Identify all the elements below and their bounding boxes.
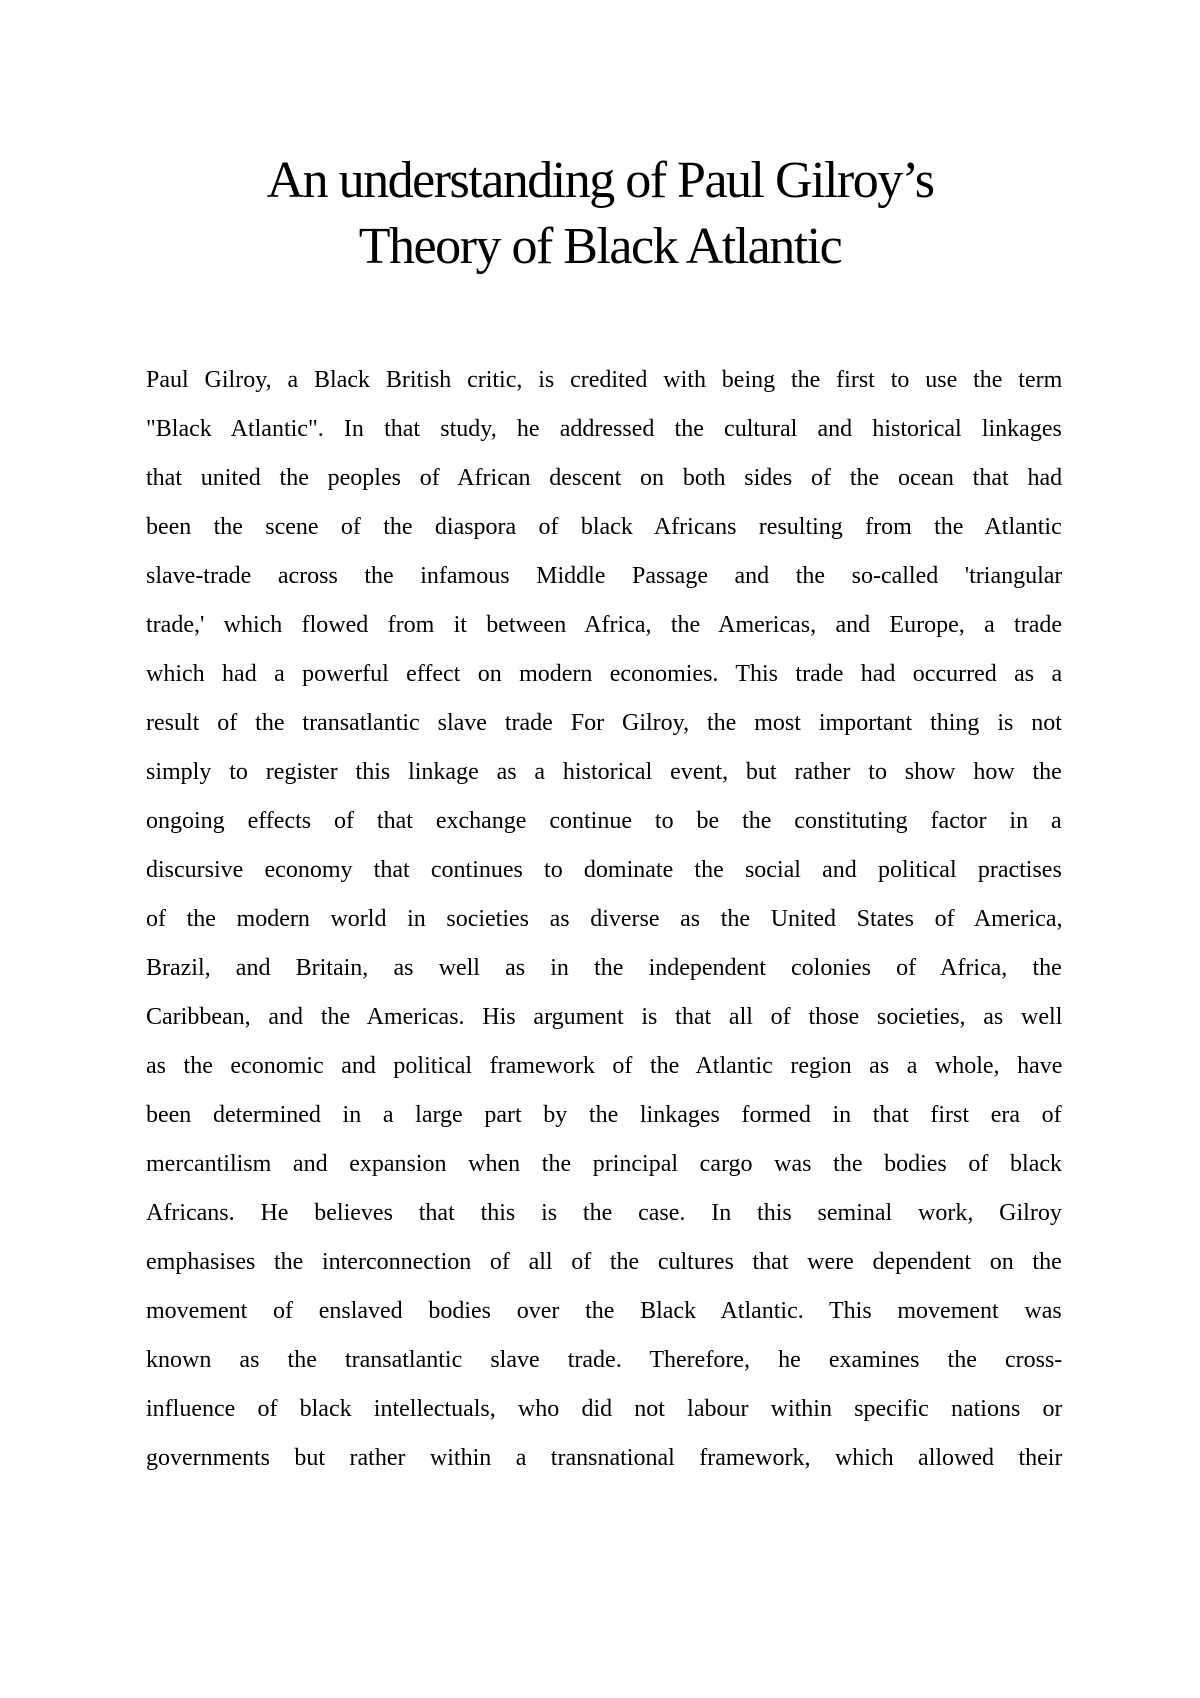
paragraph-line: that united the peoples of African descent on both sides of the ocean that had — [146, 465, 1062, 491]
paragraph-line: Caribbean, and the Americas. His argument is that all of those societies, as well — [146, 1004, 1062, 1030]
paragraph-line: been determined in a large part by the linkages formed in that first era of — [146, 1102, 1062, 1128]
paragraph-line: emphasises the interconnection of all of the cultures that were dependent on the — [146, 1249, 1062, 1275]
paragraph-line: Brazil, and Britain, as well as in the independent colonies of Africa, the — [146, 955, 1062, 981]
paragraph-line: influence of black intellectuals, who did not labour within specific nations or — [146, 1396, 1062, 1422]
paragraph-line: Paul Gilroy, a Black British critic, is credited with being the first to use the term — [146, 367, 1062, 393]
paragraph-line: governments but rather within a transnational framework, which allowed their — [146, 1445, 1062, 1471]
paragraph-line: result of the transatlantic slave trade For Gilroy, the most important thing is not — [146, 710, 1062, 736]
paragraph-line: of the modern world in societies as diverse as the United States of America, — [146, 906, 1062, 932]
document-title — [0, 148, 1200, 280]
paragraph-line: as the economic and political framework of the Atlantic region as a whole, have — [146, 1053, 1062, 1079]
paragraph-line: which had a powerful effect on modern economies. This trade had occurred as a — [146, 661, 1062, 687]
title-line: Theory of Black Atlantic — [358, 218, 842, 275]
title-line: An understanding of Paul Gilroy’s — [266, 152, 934, 209]
paragraph-line: Africans. He believes that this is the case. In this seminal work, Gilroy — [146, 1200, 1062, 1226]
paragraph-line: simply to register this linkage as a historical event, but rather to show how the — [146, 759, 1062, 785]
paragraph-line: trade,' which flowed from it between Africa, the Americas, and Europe, a trade — [146, 612, 1062, 638]
paragraph-line: ongoing effects of that exchange continue to be the constituting factor in a — [146, 808, 1062, 834]
paragraph-line: mercantilism and expansion when the principal cargo was the bodies of black — [146, 1151, 1062, 1177]
paragraph-line: "Black Atlantic". In that study, he addressed the cultural and historical linkages — [146, 416, 1062, 442]
paragraph-line: known as the transatlantic slave trade. Therefore, he examines the cross- — [146, 1347, 1062, 1373]
body-paragraph — [146, 356, 1062, 1483]
paragraph-line: movement of enslaved bodies over the Black Atlantic. This movement was — [146, 1298, 1062, 1324]
paragraph-line: discursive economy that continues to dominate the social and political practises — [146, 857, 1062, 883]
paragraph-line: been the scene of the diaspora of black Africans resulting from the Atlantic — [146, 514, 1062, 540]
paragraph-line: slave-trade across the infamous Middle Passage and the so-called 'triangular — [146, 563, 1062, 589]
